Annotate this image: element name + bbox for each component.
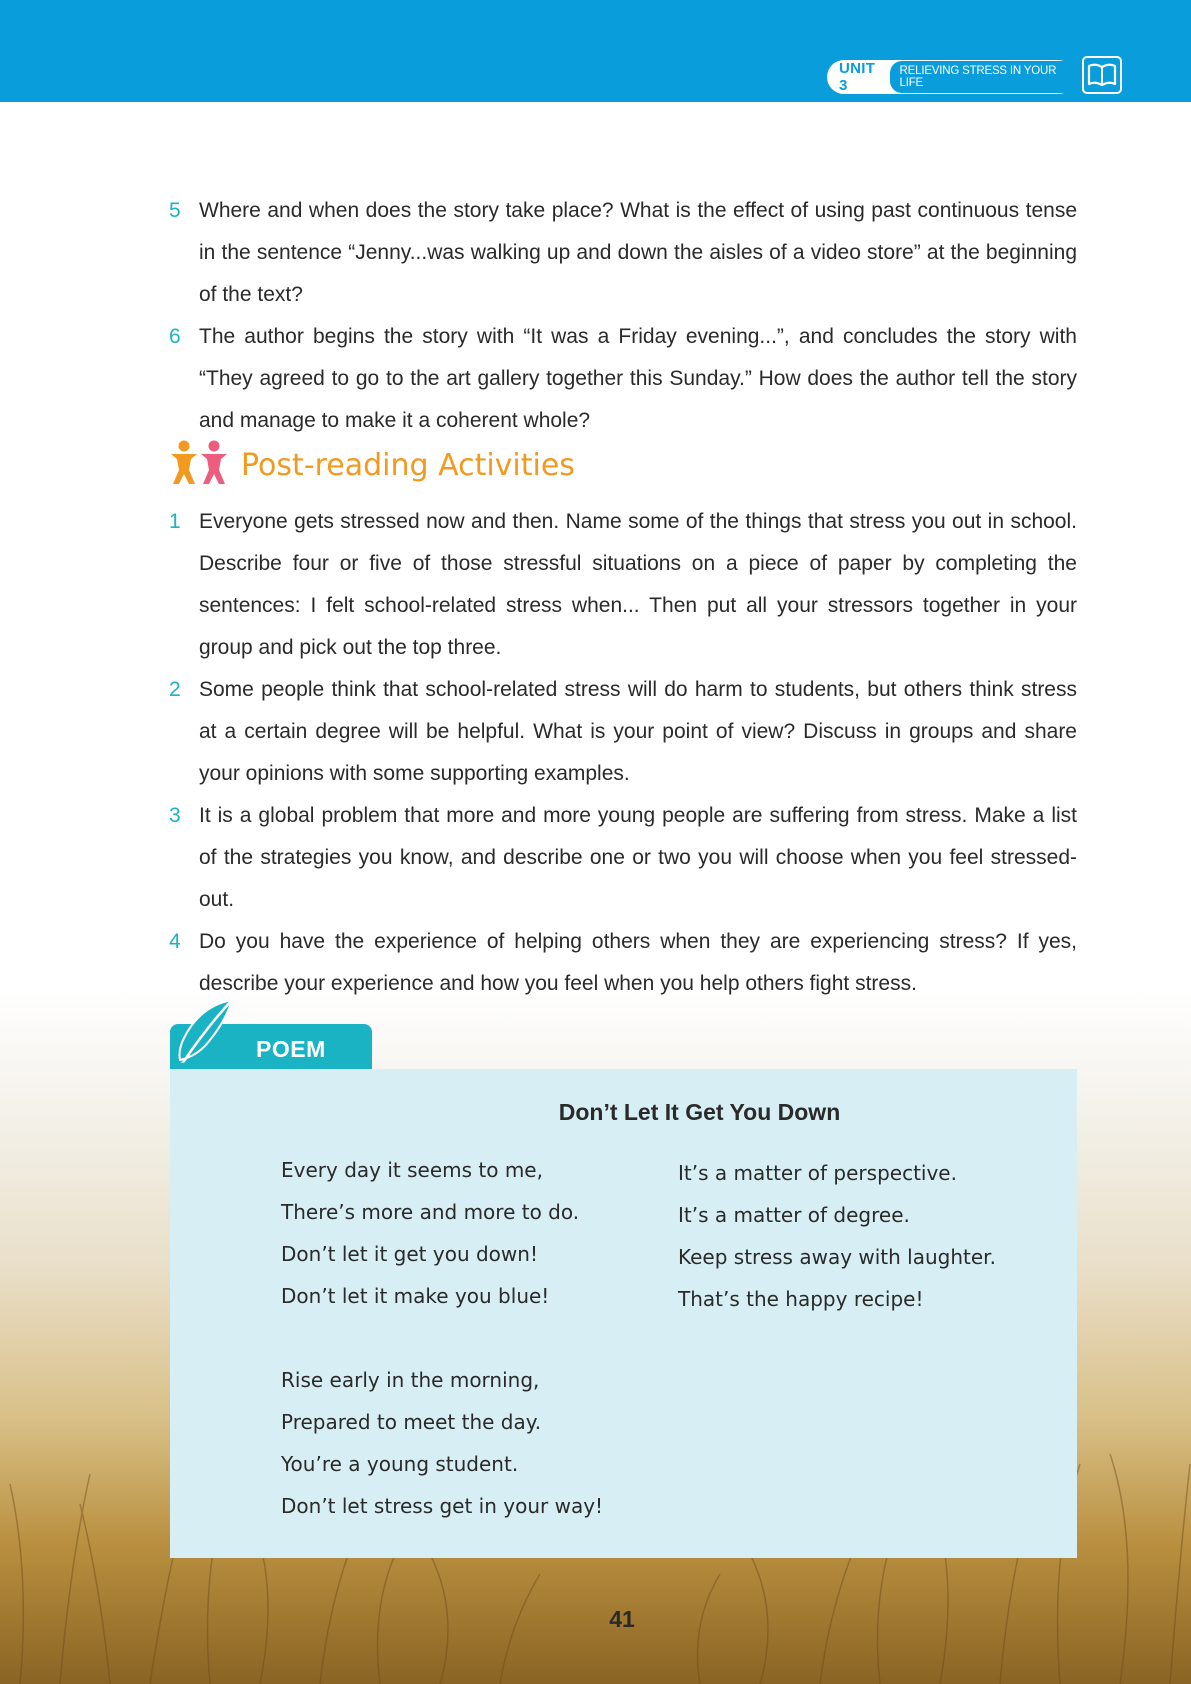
activity-number: 4 [169,930,181,953]
question-item [169,190,1077,316]
unit-label: UNIT 3 [839,60,876,94]
activity-item [169,669,1077,795]
section-title: Post-reading Activities [241,448,575,483]
activity-item [169,795,1077,921]
poem-line: That’s the happy recipe! [678,1287,924,1311]
activity-number: 2 [169,678,181,701]
activity-text: It is a global problem that more and more young people are suffering from stress. Make a list of the strategies you know, and describe one or two you will choose when you feel stressed-out. [199,804,1077,911]
poem-box [170,1069,1077,1558]
poem-line: It’s a matter of degree. [678,1203,910,1227]
poem-line: Rise early in the morning, [281,1368,540,1392]
question-number: 5 [169,199,181,222]
activity-text: Everyone gets stressed now and then. Name some of the things that stress you out in school. Describe four or five of those stressful situations on a piece of paper by completing the sentences: I felt school-related stress when... Then put all your stressors together in your group and pick out the top three. [199,510,1077,659]
unit-badge [827,60,1075,94]
poem-line: It’s a matter of perspective. [678,1161,957,1185]
two-people-icon [169,440,233,491]
question-item [169,316,1077,442]
question-number: 6 [169,325,181,348]
unit-title: RELIEVING STRESS IN YOUR LIFE [890,61,1075,93]
question-text: The author begins the story with “It was a Friday evening...”, and concludes the story with “They agreed to go to the art gallery together this Sunday.” How does the author tell the story and manage to make it a coherent whole? [199,325,1077,432]
activity-text: Some people think that school-related stress will do harm to students, but others think stress at a certain degree will be helpful. What is your point of view? Discuss in groups and share your opinions with some supporting examples. [199,678,1077,785]
activity-item [169,501,1077,669]
activity-item [169,921,1077,1005]
post-reading-list [169,501,1077,1005]
poem-line: Don’t let it make you blue! [281,1284,550,1308]
activity-number: 3 [169,804,181,827]
poem-line: Every day it seems to me, [281,1158,543,1182]
poem-line: Prepared to meet the day. [281,1410,542,1434]
reading-questions-list [169,190,1077,442]
poem-label: POEM [256,1036,326,1062]
poem-line: Keep stress away with laughter. [678,1245,996,1269]
page-number: 41 [609,1606,635,1632]
post-reading-heading [169,440,575,491]
poem-line: You’re a young student. [281,1452,519,1476]
activity-number: 1 [169,510,181,533]
poem-title: Don’t Let It Get You Down [558,1099,841,1125]
activity-text: Do you have the experience of helping others when they are experiencing stress? If yes, describe your experience and how you feel when you help others fight stress. [199,930,1077,995]
open-book-icon [1082,56,1122,94]
poem-line: Don’t let it get you down! [281,1242,538,1266]
poem-line: There’s more and more to do. [281,1200,580,1224]
question-text: Where and when does the story take place? What is the effect of using past continuous tense in the sentence “Jenny...was walking up and down the aisles of a video store” at the beginning of the text? [199,199,1077,306]
poem-right-column [678,1152,996,1320]
poem-line: Don’t let stress get in your way! [281,1494,604,1518]
poem-left-column [281,1149,603,1527]
